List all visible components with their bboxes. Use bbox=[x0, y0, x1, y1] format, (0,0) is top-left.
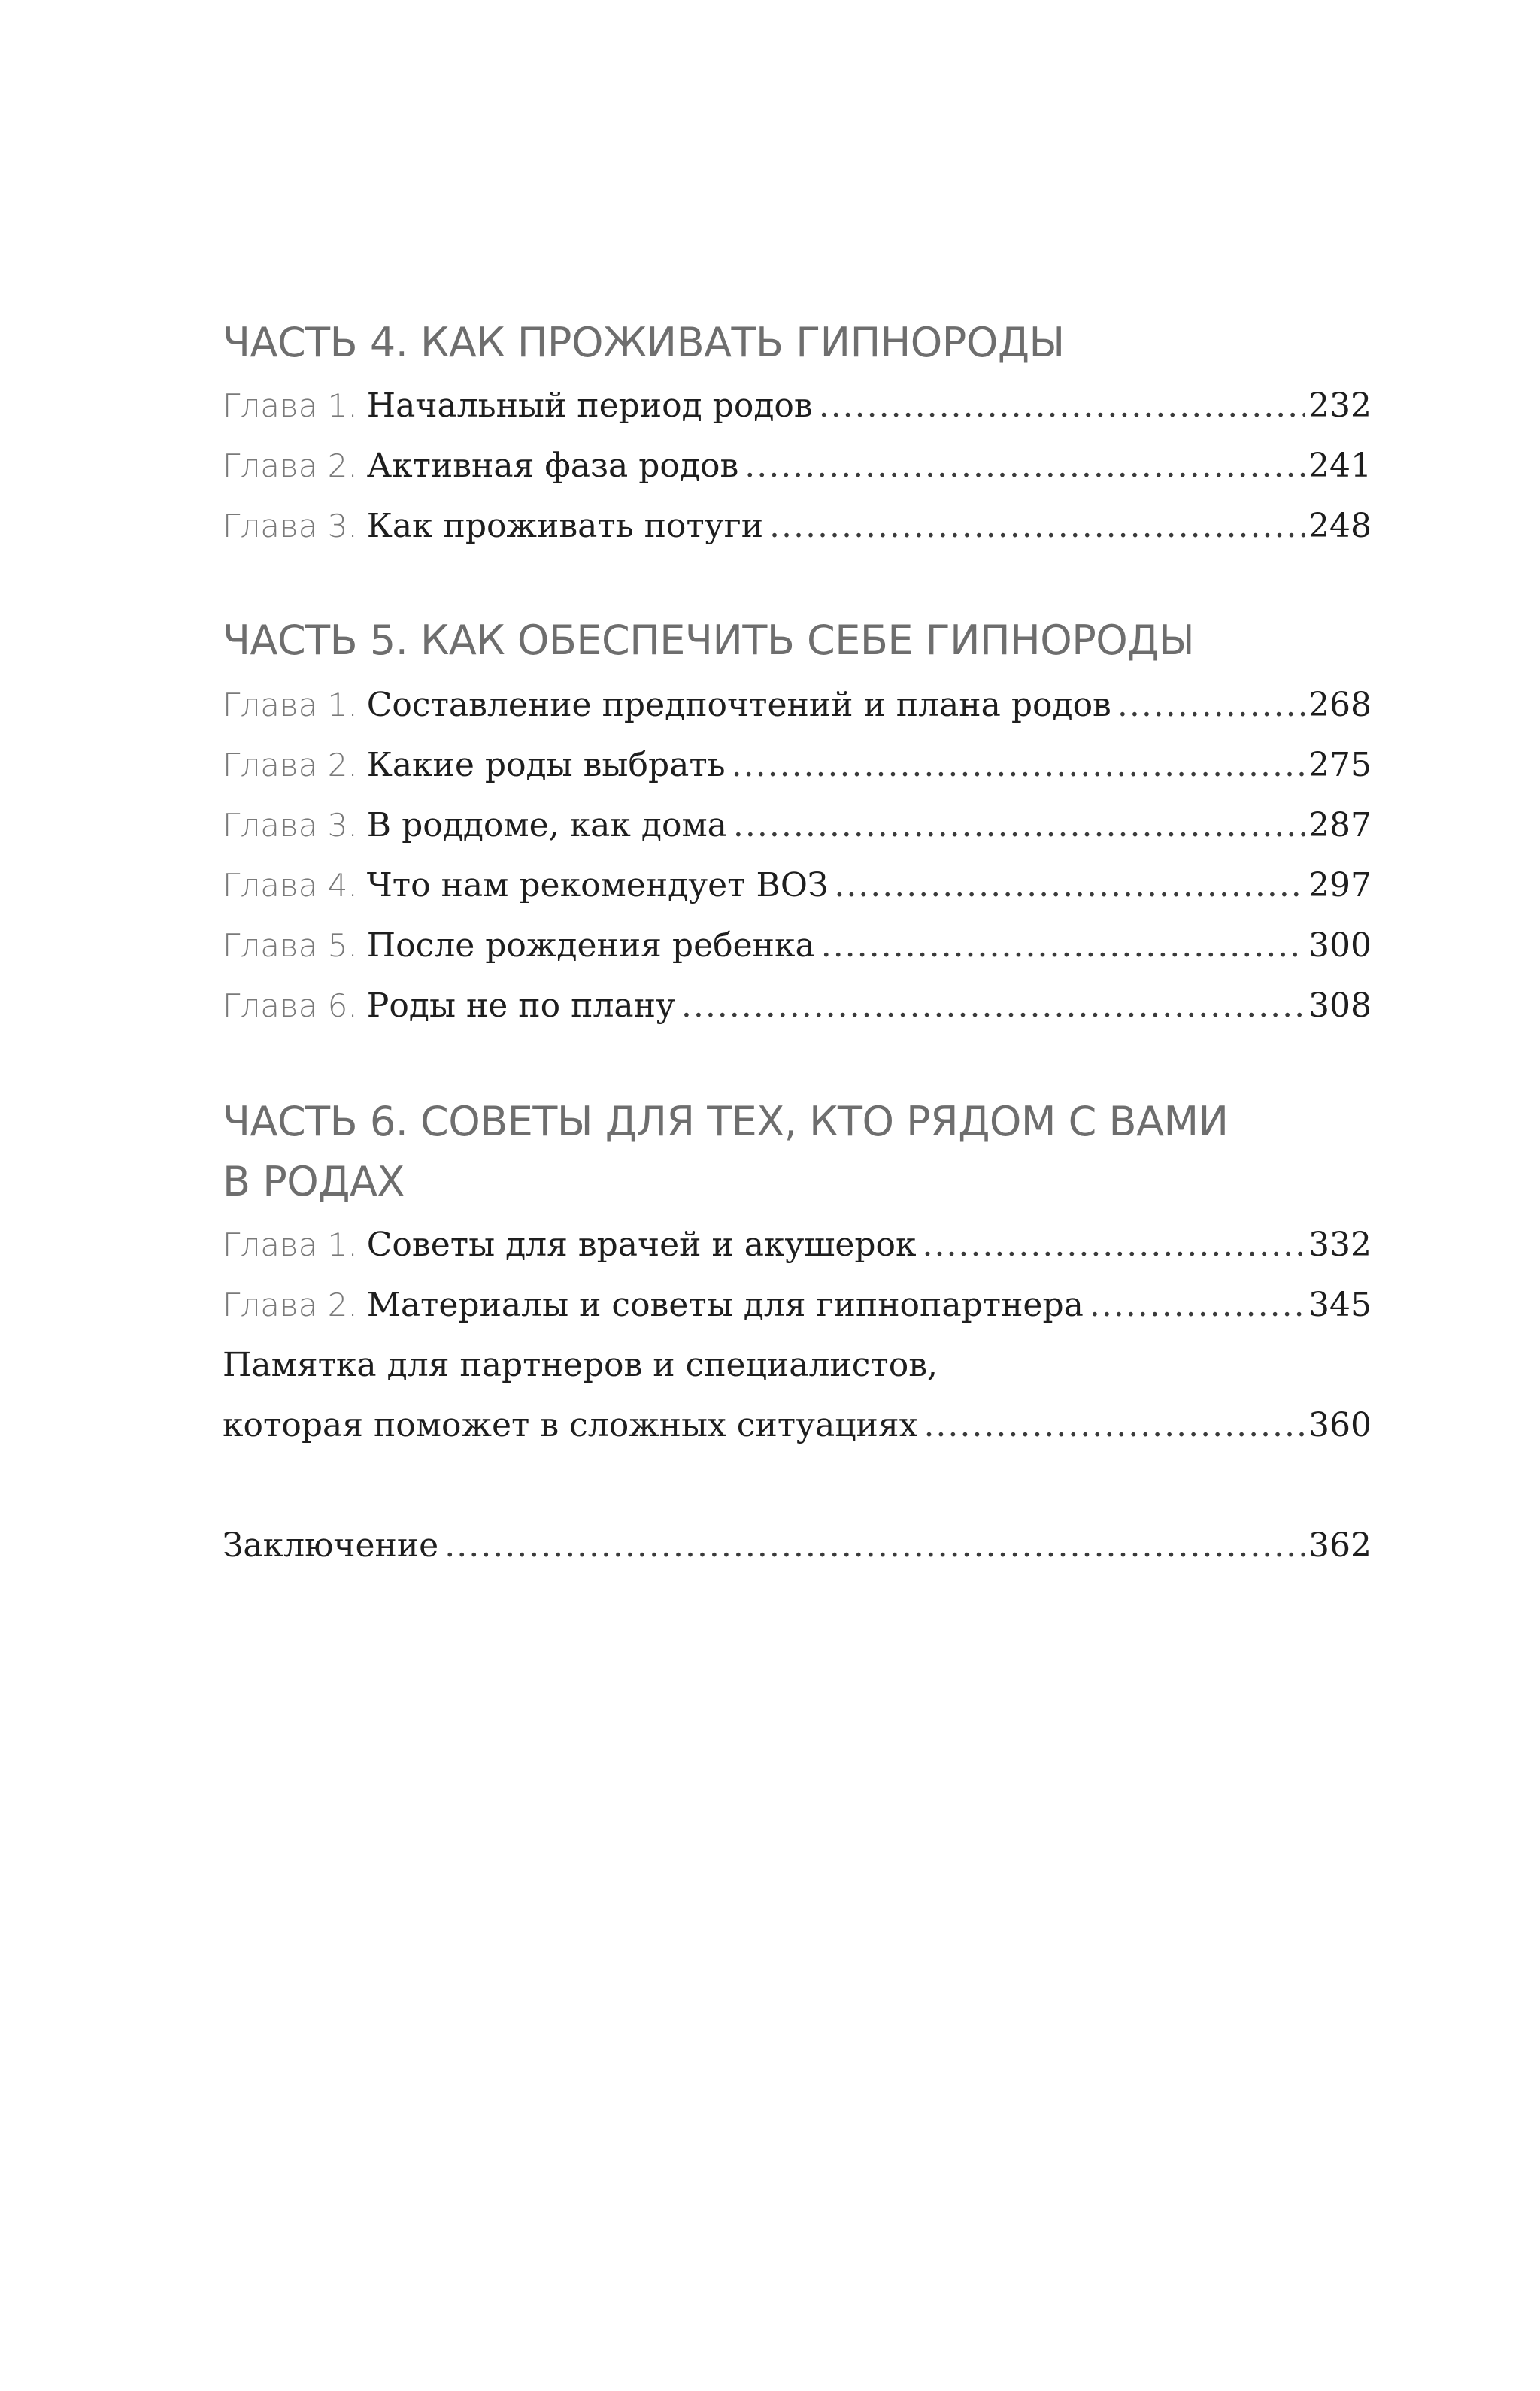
chapter-title: Составление предпочтений и плана родов bbox=[366, 686, 1111, 724]
chapter-title: Что нам рекомендует ВОЗ bbox=[366, 866, 829, 905]
chapter-prefix: Глава 2. bbox=[223, 1286, 358, 1323]
chapter-prefix: Глава 2. bbox=[223, 447, 358, 484]
chapter-title: Советы для врачей и акушерок bbox=[366, 1226, 917, 1264]
dot-leader bbox=[1117, 675, 1305, 735]
page-number: 248 bbox=[1308, 507, 1372, 545]
memo-title-line-2: которая поможет в сложных ситуациях bbox=[223, 1406, 918, 1444]
toc-entry-memo[interactable] bbox=[223, 1396, 1372, 1456]
part-title-line-1: ЧАСТЬ 6. СОВЕТЫ ДЛЯ ТЕХ, КТО РЯДОМ С ВАМИ bbox=[223, 1098, 1229, 1145]
page-number: 360 bbox=[1308, 1406, 1372, 1444]
page-number: 362 bbox=[1308, 1526, 1372, 1565]
dot-leader bbox=[821, 916, 1305, 976]
page-number: 287 bbox=[1308, 806, 1372, 844]
dot-leader bbox=[769, 496, 1305, 556]
memo-title-line-1[interactable]: Памятка для партнеров и специалистов, bbox=[223, 1346, 938, 1384]
toc-entry[interactable] bbox=[223, 856, 1372, 916]
page-number: 232 bbox=[1308, 386, 1372, 425]
page-number: 268 bbox=[1308, 686, 1372, 724]
chapter-prefix: Глава 4. bbox=[223, 867, 358, 904]
part-title: ЧАСТЬ 4. КАК ПРОЖИВАТЬ ГИПНОРОДЫ bbox=[223, 319, 1065, 366]
toc-entry[interactable] bbox=[223, 436, 1372, 496]
dot-leader bbox=[923, 1215, 1306, 1275]
toc-entry[interactable] bbox=[223, 496, 1372, 556]
dot-leader bbox=[1090, 1275, 1305, 1335]
dot-leader bbox=[923, 1396, 1305, 1456]
dot-leader bbox=[733, 795, 1305, 856]
chapter-title: Активная фаза родов bbox=[366, 447, 739, 485]
dot-leader bbox=[732, 735, 1305, 795]
dot-leader bbox=[834, 856, 1305, 916]
toc-entry[interactable] bbox=[223, 1275, 1372, 1335]
chapter-title: В роддоме, как дома bbox=[366, 806, 727, 844]
chapter-title: Какие роды выбрать bbox=[366, 746, 726, 784]
chapter-prefix: Глава 5. bbox=[223, 927, 358, 964]
toc-entry[interactable] bbox=[223, 376, 1372, 436]
chapter-prefix: Глава 1. bbox=[223, 387, 358, 424]
page-number: 241 bbox=[1308, 447, 1372, 485]
chapter-title: Материалы и советы для гипнопартнера bbox=[366, 1286, 1084, 1324]
toc-entry[interactable] bbox=[223, 1215, 1372, 1275]
chapter-prefix: Глава 3. bbox=[223, 508, 358, 544]
page-number: 332 bbox=[1308, 1226, 1372, 1264]
chapter-prefix: Глава 3. bbox=[223, 807, 358, 844]
page-number: 275 bbox=[1308, 746, 1372, 784]
chapter-title: Начальный период родов bbox=[366, 386, 813, 425]
chapter-prefix: Глава 2. bbox=[223, 747, 358, 783]
toc-entry[interactable] bbox=[223, 675, 1372, 735]
chapter-title: Как проживать потуги bbox=[366, 507, 764, 545]
toc-entry[interactable] bbox=[223, 735, 1372, 795]
part-title-line-2: В РОДАХ bbox=[223, 1158, 405, 1205]
part-title: ЧАСТЬ 5. КАК ОБЕСПЕЧИТЬ СЕБЕ ГИПНОРОДЫ bbox=[223, 617, 1195, 664]
dot-leader bbox=[744, 436, 1305, 496]
dot-leader bbox=[819, 376, 1305, 436]
page-number: 297 bbox=[1308, 866, 1372, 905]
conclusion-title: Заключение bbox=[223, 1526, 439, 1565]
page-number: 345 bbox=[1308, 1286, 1372, 1324]
chapter-prefix: Глава 6. bbox=[223, 987, 358, 1024]
toc-entry[interactable] bbox=[223, 795, 1372, 856]
dot-leader bbox=[681, 976, 1305, 1036]
page-number: 308 bbox=[1308, 986, 1372, 1025]
toc-entry-conclusion[interactable] bbox=[223, 1516, 1372, 1576]
chapter-title: После рождения ребенка bbox=[366, 926, 815, 965]
toc-entry[interactable] bbox=[223, 976, 1372, 1036]
chapter-prefix: Глава 1. bbox=[223, 1226, 358, 1263]
toc-entry[interactable] bbox=[223, 916, 1372, 976]
page-number: 300 bbox=[1308, 926, 1372, 965]
chapter-title: Роды не по плану bbox=[366, 986, 675, 1025]
dot-leader bbox=[444, 1516, 1305, 1576]
chapter-prefix: Глава 1. bbox=[223, 686, 358, 723]
